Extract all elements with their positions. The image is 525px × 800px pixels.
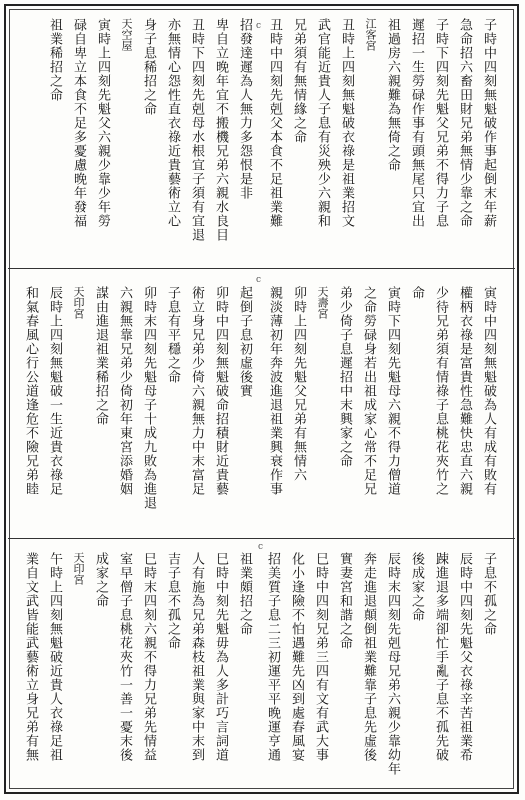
block-divider-2 [8,538,515,539]
text-column: 巳時中刻先魁毋為人多計巧言詞道 [213,552,228,762]
text-column: 丑時下四刻先剋母水根宜子須有宜退 [189,18,204,242]
text-column: 奔走進退顛倒祖業難靠子息先虛後 [361,552,376,762]
text-column: 謀由進退祖業稀招之命 [93,286,108,426]
text-column: 碌自卑立本食不足多憂慮晚年發福 [71,18,86,228]
text-column: 實妻宮和諧之命 [337,552,352,650]
text-column: 親淡薄初年奔波進退祖業興衰作事 [267,286,282,496]
text-column: 身子息稀招之命 [141,18,156,116]
text-column: 祖業頗招之命 [237,552,252,636]
text-column: 招發達遲為人無力多怨恨是非 [237,18,252,200]
text-column: 寅時中四刻無魁破為人有成有敗有 [481,286,496,496]
text-column: 巳時末四刻六親不得力兄弟先情益 [141,552,156,762]
text-column: 武官能近貴人子息有災殃少六親和 [315,18,330,228]
text-column: 急命招六畜田財兄弟無情少靠之命 [457,18,472,228]
text-column: 祖業稀招之命 [47,18,62,102]
text-column: 業自文武皆能武藝術立身兄弟有無 [23,552,38,762]
text-column: 亦無情心怨性直衣祿近貴藝術立心 [165,18,180,228]
text-column: 招美質子息二三初運平平晚運亨通 [265,552,280,762]
text-column: 六親無靠兄弟少倚初年東宮添婚姻 [117,286,132,496]
text-column: 後成家之命 [409,552,424,622]
text-column: 弟少倚子息遲招中末興家之命 [337,286,352,468]
text-column: 辰時中四刻先魁父衣祿辛苦祖業希 [457,552,472,762]
text-column: 子時中四刻無魁破作事起倒末年薪 [481,18,496,228]
section-heading: 天空屋 [120,18,133,51]
text-column: 起倒子息初虛後實 [237,286,252,398]
text-column: 子息不孤之命 [481,552,496,636]
text-column: 卑自立晚年宜不搬機兄弟六親水良目 [213,18,228,242]
text-column: 子時下四刻先魁父兄弟不得力子息 [433,18,448,228]
text-column: 午時上四刻無魁破近貴人衣祿足祖 [47,552,62,762]
text-column: 子息有平穩之命 [165,286,180,384]
text-column: 命 [409,286,424,300]
section-heading: 天壽宮 [316,286,329,319]
text-column: 巳時中四刻兄弟三四有文有武大事 [313,552,328,762]
page-mark-top: c [256,21,262,31]
text-column: 丑時上四刻無魁破衣祿是祖業招文 [339,18,354,228]
text-column: 權柄衣祿是富貴性急難快忠直六親 [457,286,472,496]
block-divider-1 [8,268,515,269]
text-column: 成家之命 [93,552,108,608]
text-column: 卯時中四刻無魁破命招積財近貴藝 [213,286,228,496]
text-column: 祖過房六親難為無倚之命 [385,18,400,172]
text-column: 化小逢險不怕遇難先凶到處春風宴 [289,552,304,762]
section-heading: 天印宮 [72,552,85,585]
text-column: 辰時末四刻先剋母兄弟六親少靠幼年 [385,552,400,776]
page-mark-low: c [258,542,264,552]
text-column: 之命勞碌身若出祖成家心常不足兄 [361,286,376,496]
text-column: 術立身兄弟少倚六親無力中末富足 [189,286,204,496]
text-column: 踈進退多端卻忙手亂子息不孤先破 [433,552,448,762]
section-heading: 天印宮 [72,286,85,319]
text-column: 辰時上四刻無魁破一生近貴衣祿足 [47,286,62,496]
section-heading: 江客宮 [364,18,377,51]
text-column: 寅時上四刻先魁父六親少靠少年勞 [95,18,110,228]
text-column: 寅時下四刻先魁母六親不得力僧道 [385,286,400,496]
text-column: 吉子息不孤之命 [165,552,180,650]
text-column: 丑時中四刻先剋父本食不足祖業難 [267,18,282,228]
text-column: 卯時上四刻先魁父兄弟有無情六 [291,286,306,482]
text-column: 卯時末四刻先魁母子十成九敗為進退 [141,286,156,510]
text-column: 兄弟須有無情緣之命 [291,18,306,144]
text-column: 少待兄弟須有情祿子息桃花夾竹之 [433,286,448,496]
text-column: 人有施為兄弟森枝祖業與家中末到 [189,552,204,762]
text-column: 和氣春風心行公道逢危不險兄弟睦 [23,286,38,496]
text-column: 室早僧子息桃花夾竹一善一憂末後 [117,552,132,762]
text-column: 遲招一生勞碌作事有頭無尾只宜出 [409,18,424,228]
page-mark-mid: c [256,275,262,285]
